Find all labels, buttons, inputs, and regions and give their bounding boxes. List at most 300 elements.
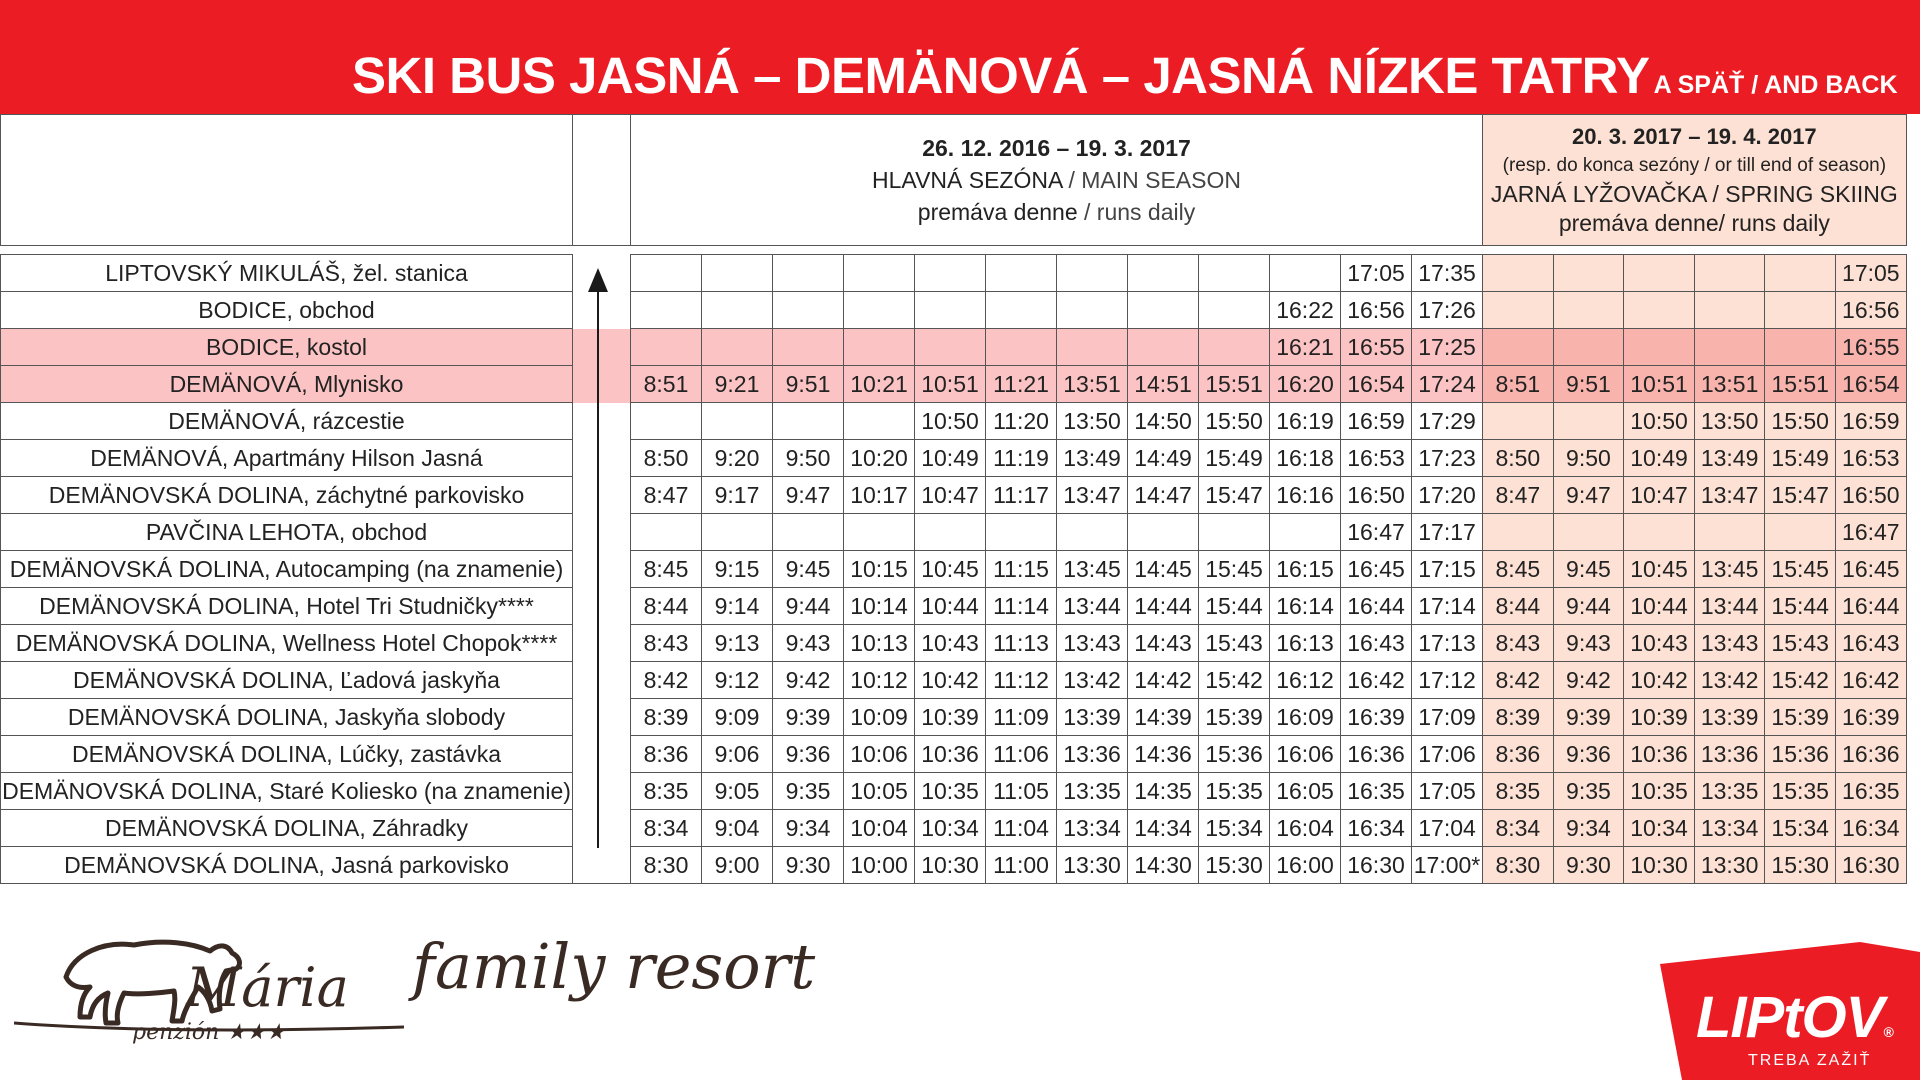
main-time-cell: 9:36 <box>773 736 844 773</box>
main-time-cell: 13:44 <box>1057 588 1128 625</box>
main-time-cell <box>986 329 1057 366</box>
main-time-cell: 16:14 <box>1270 588 1341 625</box>
spring-season-runs-en: runs daily <box>1731 210 1830 236</box>
spring-time-cell: 10:45 <box>1624 551 1695 588</box>
stop-name: PAVČINA LEHOTA, obchod <box>1 514 573 551</box>
main-time-cell: 10:42 <box>915 662 986 699</box>
stop-name: DEMÄNOVSKÁ DOLINA, Jasná parkovisko <box>1 847 573 884</box>
main-time-cell: 16:04 <box>1270 810 1341 847</box>
spring-time-cell: 13:42 <box>1694 662 1765 699</box>
main-time-cell <box>702 329 773 366</box>
main-season-runs-sk: premáva denne <box>917 199 1078 225</box>
spring-time-cell: 8:36 <box>1483 736 1554 773</box>
header-banner <box>0 0 1920 114</box>
main-time-cell: 10:04 <box>844 810 915 847</box>
spring-time-cell <box>1765 329 1836 366</box>
spring-time-cell: 15:44 <box>1765 588 1836 625</box>
main-time-cell: 15:43 <box>1199 625 1270 662</box>
main-time-cell: 8:43 <box>631 625 702 662</box>
table-row <box>1 699 1907 736</box>
table-row <box>1 514 1907 551</box>
main-time-cell: 10:50 <box>915 403 986 440</box>
timetable <box>0 114 1907 884</box>
main-time-cell: 13:35 <box>1057 773 1128 810</box>
main-time-cell <box>773 329 844 366</box>
main-time-cell: 14:39 <box>1128 699 1199 736</box>
spring-time-cell <box>1483 514 1554 551</box>
main-time-cell: 15:39 <box>1199 699 1270 736</box>
main-time-cell: 14:30 <box>1128 847 1199 884</box>
main-time-cell: 9:39 <box>773 699 844 736</box>
main-time-cell: 9:14 <box>702 588 773 625</box>
direction-cell <box>573 736 631 773</box>
stop-name: DEMÄNOVSKÁ DOLINA, Jaskyňa slobody <box>1 699 573 736</box>
stop-name: BODICE, kostol <box>1 329 573 366</box>
main-time-cell: 15:36 <box>1199 736 1270 773</box>
main-time-cell: 11:06 <box>986 736 1057 773</box>
stop-name: BODICE, obchod <box>1 292 573 329</box>
main-time-cell: 14:45 <box>1128 551 1199 588</box>
main-time-cell: 16:00 <box>1270 847 1341 884</box>
spring-time-cell: 15:39 <box>1765 699 1836 736</box>
main-time-cell: 17:13 <box>1412 625 1483 662</box>
main-time-cell: 8:45 <box>631 551 702 588</box>
main-time-cell <box>702 514 773 551</box>
spring-time-cell <box>1765 255 1836 292</box>
main-time-cell <box>702 255 773 292</box>
spring-time-cell: 9:34 <box>1553 810 1624 847</box>
spring-time-cell: 16:36 <box>1836 736 1907 773</box>
spring-time-cell: 15:45 <box>1765 551 1836 588</box>
main-time-cell: 9:47 <box>773 477 844 514</box>
main-time-cell: 14:36 <box>1128 736 1199 773</box>
spring-time-cell: 15:30 <box>1765 847 1836 884</box>
main-season-name-sk: HLAVNÁ SEZÓNA <box>872 167 1063 193</box>
spring-time-cell: 10:50 <box>1624 403 1695 440</box>
main-time-cell: 16:15 <box>1270 551 1341 588</box>
spring-time-cell: 8:47 <box>1483 477 1554 514</box>
spring-time-cell <box>1483 255 1554 292</box>
main-time-cell <box>773 292 844 329</box>
spring-season-dates: 20. 3. 2017 – 19. 4. 2017 <box>1572 124 1817 149</box>
direction-cell <box>573 366 631 403</box>
spring-time-cell: 10:44 <box>1624 588 1695 625</box>
spring-time-cell: 8:51 <box>1483 366 1554 403</box>
main-time-cell: 16:09 <box>1270 699 1341 736</box>
spring-time-cell: 13:49 <box>1694 440 1765 477</box>
main-time-cell: 9:30 <box>773 847 844 884</box>
main-time-cell: 9:09 <box>702 699 773 736</box>
main-time-cell: 16:36 <box>1341 736 1412 773</box>
stop-name: DEMÄNOVSKÁ DOLINA, Autocamping (na znamenie) <box>1 551 573 588</box>
main-time-cell: 16:16 <box>1270 477 1341 514</box>
spring-time-cell: 15:43 <box>1765 625 1836 662</box>
main-time-cell <box>1199 292 1270 329</box>
spring-time-cell: 9:36 <box>1553 736 1624 773</box>
main-time-cell: 15:42 <box>1199 662 1270 699</box>
main-time-cell: 8:36 <box>631 736 702 773</box>
main-time-cell: 8:42 <box>631 662 702 699</box>
main-time-cell: 10:21 <box>844 366 915 403</box>
spring-time-cell: 10:34 <box>1624 810 1695 847</box>
main-time-cell: 13:36 <box>1057 736 1128 773</box>
main-time-cell <box>1270 514 1341 551</box>
main-time-cell: 14:35 <box>1128 773 1199 810</box>
main-time-cell: 11:00 <box>986 847 1057 884</box>
main-time-cell <box>915 292 986 329</box>
spring-time-cell: 9:30 <box>1553 847 1624 884</box>
spring-time-cell: 15:50 <box>1765 403 1836 440</box>
stop-header-cell <box>1 115 573 246</box>
spring-time-cell: 16:47 <box>1836 514 1907 551</box>
main-time-cell: 17:25 <box>1412 329 1483 366</box>
table-row <box>1 440 1907 477</box>
main-time-cell: 14:51 <box>1128 366 1199 403</box>
main-time-cell: 16:45 <box>1341 551 1412 588</box>
spring-time-cell: 9:51 <box>1553 366 1624 403</box>
main-time-cell: 10:00 <box>844 847 915 884</box>
spring-time-cell: 16:53 <box>1836 440 1907 477</box>
main-time-cell <box>844 514 915 551</box>
main-time-cell: 15:35 <box>1199 773 1270 810</box>
spring-time-cell: 15:47 <box>1765 477 1836 514</box>
main-time-cell: 10:35 <box>915 773 986 810</box>
spring-time-cell: 10:49 <box>1624 440 1695 477</box>
main-time-cell: 10:49 <box>915 440 986 477</box>
spring-time-cell <box>1694 329 1765 366</box>
main-time-cell: 8:39 <box>631 699 702 736</box>
main-time-cell: 14:44 <box>1128 588 1199 625</box>
main-time-cell: 16:13 <box>1270 625 1341 662</box>
spring-time-cell <box>1765 292 1836 329</box>
main-time-cell <box>631 329 702 366</box>
main-time-cell <box>631 514 702 551</box>
main-time-cell: 10:39 <box>915 699 986 736</box>
main-time-cell: 9:44 <box>773 588 844 625</box>
table-row <box>1 847 1907 884</box>
spring-time-cell: 17:05 <box>1836 255 1907 292</box>
page-title <box>352 48 1898 113</box>
main-time-cell <box>986 514 1057 551</box>
main-time-cell: 11:15 <box>986 551 1057 588</box>
main-time-cell: 16:56 <box>1341 292 1412 329</box>
table-row <box>1 588 1907 625</box>
main-time-cell: 13:30 <box>1057 847 1128 884</box>
spring-time-cell: 8:45 <box>1483 551 1554 588</box>
table-row <box>1 810 1907 847</box>
main-time-cell <box>773 514 844 551</box>
main-time-cell: 11:21 <box>986 366 1057 403</box>
main-time-cell: 11:04 <box>986 810 1057 847</box>
spring-time-cell: 10:47 <box>1624 477 1695 514</box>
direction-cell <box>573 403 631 440</box>
main-time-cell: 11:17 <box>986 477 1057 514</box>
main-time-cell: 10:20 <box>844 440 915 477</box>
direction-cell <box>573 662 631 699</box>
liptov-word: LIPtOV <box>1696 985 1884 1050</box>
spring-time-cell <box>1694 514 1765 551</box>
stop-name: DEMÄNOVSKÁ DOLINA, Ľadová jaskyňa <box>1 662 573 699</box>
main-time-cell: 8:47 <box>631 477 702 514</box>
spring-time-cell: 16:44 <box>1836 588 1907 625</box>
main-time-cell: 13:49 <box>1057 440 1128 477</box>
table-row <box>1 662 1907 699</box>
main-season-name-en: MAIN SEASON <box>1081 167 1241 193</box>
table-row <box>1 292 1907 329</box>
main-time-cell: 10:47 <box>915 477 986 514</box>
main-time-cell: 13:39 <box>1057 699 1128 736</box>
spring-time-cell: 16:59 <box>1836 403 1907 440</box>
main-time-cell: 15:30 <box>1199 847 1270 884</box>
liptov-registered-mark: ® <box>1883 1024 1893 1040</box>
main-time-cell: 10:43 <box>915 625 986 662</box>
main-time-cell: 9:06 <box>702 736 773 773</box>
main-time-cell: 11:14 <box>986 588 1057 625</box>
main-time-cell <box>1199 514 1270 551</box>
main-time-cell: 9:20 <box>702 440 773 477</box>
spring-time-cell: 9:43 <box>1553 625 1624 662</box>
main-time-cell <box>1199 329 1270 366</box>
spring-season-note: (resp. do konca sezóny / or till end of season) <box>1502 155 1887 176</box>
table-row <box>1 551 1907 588</box>
spring-time-cell <box>1694 255 1765 292</box>
main-time-cell: 15:47 <box>1199 477 1270 514</box>
spring-time-cell: 16:34 <box>1836 810 1907 847</box>
spring-time-cell: 13:51 <box>1694 366 1765 403</box>
table-row <box>1 403 1907 440</box>
main-time-cell: 15:50 <box>1199 403 1270 440</box>
spring-time-cell <box>1553 255 1624 292</box>
liptov-tagline: TREBA ZAŽIŤ <box>1748 1052 1872 1069</box>
main-time-cell <box>702 403 773 440</box>
main-time-cell: 9:51 <box>773 366 844 403</box>
main-time-cell: 17:05 <box>1341 255 1412 292</box>
main-time-cell <box>631 403 702 440</box>
spring-time-cell: 10:42 <box>1624 662 1695 699</box>
stop-name: DEMÄNOVSKÁ DOLINA, Staré Koliesko (na znamenie) <box>1 773 573 810</box>
spring-time-cell: 10:43 <box>1624 625 1695 662</box>
main-time-cell <box>844 292 915 329</box>
main-time-cell: 10:30 <box>915 847 986 884</box>
spring-time-cell: 13:44 <box>1694 588 1765 625</box>
main-time-cell: 9:50 <box>773 440 844 477</box>
main-time-cell: 10:06 <box>844 736 915 773</box>
main-time-cell: 11:05 <box>986 773 1057 810</box>
main-time-cell: 17:17 <box>1412 514 1483 551</box>
main-season-slash: / <box>1068 167 1075 193</box>
main-time-cell: 9:21 <box>702 366 773 403</box>
main-time-cell: 16:22 <box>1270 292 1341 329</box>
main-time-cell: 9:45 <box>773 551 844 588</box>
main-time-cell: 15:49 <box>1199 440 1270 477</box>
main-time-cell: 15:34 <box>1199 810 1270 847</box>
spring-time-cell: 13:45 <box>1694 551 1765 588</box>
main-time-cell <box>1128 292 1199 329</box>
spring-season-runs-slash: / <box>1718 210 1726 236</box>
main-time-cell: 8:51 <box>631 366 702 403</box>
main-time-cell: 15:44 <box>1199 588 1270 625</box>
spring-time-cell: 9:47 <box>1553 477 1624 514</box>
main-time-cell: 10:15 <box>844 551 915 588</box>
spring-time-cell: 16:30 <box>1836 847 1907 884</box>
liptov-logo-text <box>1696 984 1893 1051</box>
direction-cell <box>573 847 631 884</box>
spring-time-cell: 15:36 <box>1765 736 1836 773</box>
spring-time-cell: 15:42 <box>1765 662 1836 699</box>
main-time-cell <box>631 292 702 329</box>
spring-time-cell <box>1553 514 1624 551</box>
main-time-cell <box>1057 255 1128 292</box>
stop-name: DEMÄNOVÁ, rázcestie <box>1 403 573 440</box>
main-time-cell: 17:04 <box>1412 810 1483 847</box>
main-time-cell <box>1057 329 1128 366</box>
main-time-cell: 8:30 <box>631 847 702 884</box>
main-time-cell: 16:35 <box>1341 773 1412 810</box>
main-time-cell: 16:43 <box>1341 625 1412 662</box>
main-time-cell: 11:19 <box>986 440 1057 477</box>
spring-time-cell: 10:35 <box>1624 773 1695 810</box>
main-time-cell: 8:35 <box>631 773 702 810</box>
spring-time-cell: 16:55 <box>1836 329 1907 366</box>
spring-time-cell: 9:42 <box>1553 662 1624 699</box>
main-time-cell: 9:34 <box>773 810 844 847</box>
spring-time-cell: 13:35 <box>1694 773 1765 810</box>
main-time-cell: 13:42 <box>1057 662 1128 699</box>
main-time-cell: 8:34 <box>631 810 702 847</box>
main-time-cell: 13:47 <box>1057 477 1128 514</box>
main-time-cell: 17:15 <box>1412 551 1483 588</box>
main-time-cell: 16:55 <box>1341 329 1412 366</box>
main-time-cell: 9:43 <box>773 625 844 662</box>
direction-cell <box>573 551 631 588</box>
direction-arrow-up-icon <box>588 268 608 292</box>
spring-time-cell: 16:56 <box>1836 292 1907 329</box>
stop-name: LIPTOVSKÝ MIKULÁŠ, žel. stanica <box>1 255 573 292</box>
main-time-cell: 9:04 <box>702 810 773 847</box>
stop-name: DEMÄNOVÁ, Mlynisko <box>1 366 573 403</box>
spring-time-cell: 16:39 <box>1836 699 1907 736</box>
main-time-cell <box>915 514 986 551</box>
main-time-cell <box>915 329 986 366</box>
main-time-cell: 13:45 <box>1057 551 1128 588</box>
spring-season-runs-sk: premáva denne <box>1558 210 1719 236</box>
main-time-cell: 16:34 <box>1341 810 1412 847</box>
spring-time-cell: 9:39 <box>1553 699 1624 736</box>
main-season-runs-en: runs daily <box>1096 199 1196 225</box>
main-time-cell: 11:20 <box>986 403 1057 440</box>
spring-time-cell <box>1483 329 1554 366</box>
main-time-cell: 10:13 <box>844 625 915 662</box>
direction-cell <box>573 514 631 551</box>
main-time-cell: 14:49 <box>1128 440 1199 477</box>
main-time-cell: 10:12 <box>844 662 915 699</box>
main-time-cell: 11:09 <box>986 699 1057 736</box>
spring-time-cell: 16:35 <box>1836 773 1907 810</box>
main-time-cell: 17:24 <box>1412 366 1483 403</box>
spring-time-cell: 13:34 <box>1694 810 1765 847</box>
spring-season-name-en: SPRING SKIING <box>1725 181 1898 207</box>
main-time-cell: 16:05 <box>1270 773 1341 810</box>
spring-time-cell: 8:30 <box>1483 847 1554 884</box>
spring-time-cell: 9:44 <box>1553 588 1624 625</box>
main-time-cell: 15:45 <box>1199 551 1270 588</box>
main-time-cell: 16:21 <box>1270 329 1341 366</box>
spring-time-cell: 16:42 <box>1836 662 1907 699</box>
main-time-cell: 9:13 <box>702 625 773 662</box>
main-time-cell: 9:17 <box>702 477 773 514</box>
direction-header-cell <box>573 115 631 246</box>
main-time-cell <box>1199 255 1270 292</box>
main-time-cell <box>1128 255 1199 292</box>
main-time-cell: 16:19 <box>1270 403 1341 440</box>
main-time-cell: 13:34 <box>1057 810 1128 847</box>
stop-name: DEMÄNOVÁ, Apartmány Hilson Jasná <box>1 440 573 477</box>
spring-time-cell <box>1553 292 1624 329</box>
main-time-cell: 11:12 <box>986 662 1057 699</box>
spring-season-header <box>1483 115 1907 246</box>
penzion-text: penzión ★★★ <box>132 1020 286 1045</box>
stop-name: DEMÄNOVSKÁ DOLINA, záchytné parkovisko <box>1 477 573 514</box>
main-time-cell <box>1057 514 1128 551</box>
direction-arrow-line <box>597 274 599 848</box>
direction-cell <box>573 625 631 662</box>
main-time-cell <box>631 255 702 292</box>
title-text: SKI BUS JASNÁ – DEMÄNOVÁ – JASNÁ NÍZKE TATRY <box>352 47 1650 104</box>
spring-time-cell <box>1483 403 1554 440</box>
spring-time-cell: 16:54 <box>1836 366 1907 403</box>
main-time-cell <box>844 255 915 292</box>
spring-time-cell <box>1483 292 1554 329</box>
main-time-cell: 9:42 <box>773 662 844 699</box>
maria-logo-text: Mária <box>186 956 349 1019</box>
main-time-cell: 9:15 <box>702 551 773 588</box>
main-season-dates: 26. 12. 2016 – 19. 3. 2017 <box>922 135 1191 161</box>
main-time-cell: 10:17 <box>844 477 915 514</box>
main-time-cell: 17:20 <box>1412 477 1483 514</box>
main-time-cell: 13:50 <box>1057 403 1128 440</box>
main-time-cell: 10:14 <box>844 588 915 625</box>
main-time-cell: 13:43 <box>1057 625 1128 662</box>
main-time-cell: 16:50 <box>1341 477 1412 514</box>
main-time-cell: 14:42 <box>1128 662 1199 699</box>
main-time-cell: 14:47 <box>1128 477 1199 514</box>
main-time-cell: 16:06 <box>1270 736 1341 773</box>
stop-name: DEMÄNOVSKÁ DOLINA, Záhradky <box>1 810 573 847</box>
main-time-cell: 14:34 <box>1128 810 1199 847</box>
spring-time-cell: 8:34 <box>1483 810 1554 847</box>
main-time-cell: 16:47 <box>1341 514 1412 551</box>
spring-time-cell: 13:30 <box>1694 847 1765 884</box>
spring-time-cell: 16:45 <box>1836 551 1907 588</box>
main-time-cell: 16:18 <box>1270 440 1341 477</box>
main-time-cell: 9:05 <box>702 773 773 810</box>
main-time-cell <box>844 403 915 440</box>
spring-time-cell: 13:47 <box>1694 477 1765 514</box>
main-time-cell: 10:36 <box>915 736 986 773</box>
spring-season-slash: / <box>1712 181 1719 207</box>
spring-time-cell: 10:51 <box>1624 366 1695 403</box>
direction-cell <box>573 329 631 366</box>
main-time-cell <box>702 292 773 329</box>
spring-season-name-sk: JARNÁ LYŽOVAČKA <box>1490 181 1707 207</box>
main-time-cell: 17:00* <box>1412 847 1483 884</box>
main-time-cell: 17:26 <box>1412 292 1483 329</box>
main-time-cell <box>1270 255 1341 292</box>
main-time-cell: 10:09 <box>844 699 915 736</box>
spring-time-cell: 16:50 <box>1836 477 1907 514</box>
main-time-cell <box>986 292 1057 329</box>
main-time-cell: 10:45 <box>915 551 986 588</box>
